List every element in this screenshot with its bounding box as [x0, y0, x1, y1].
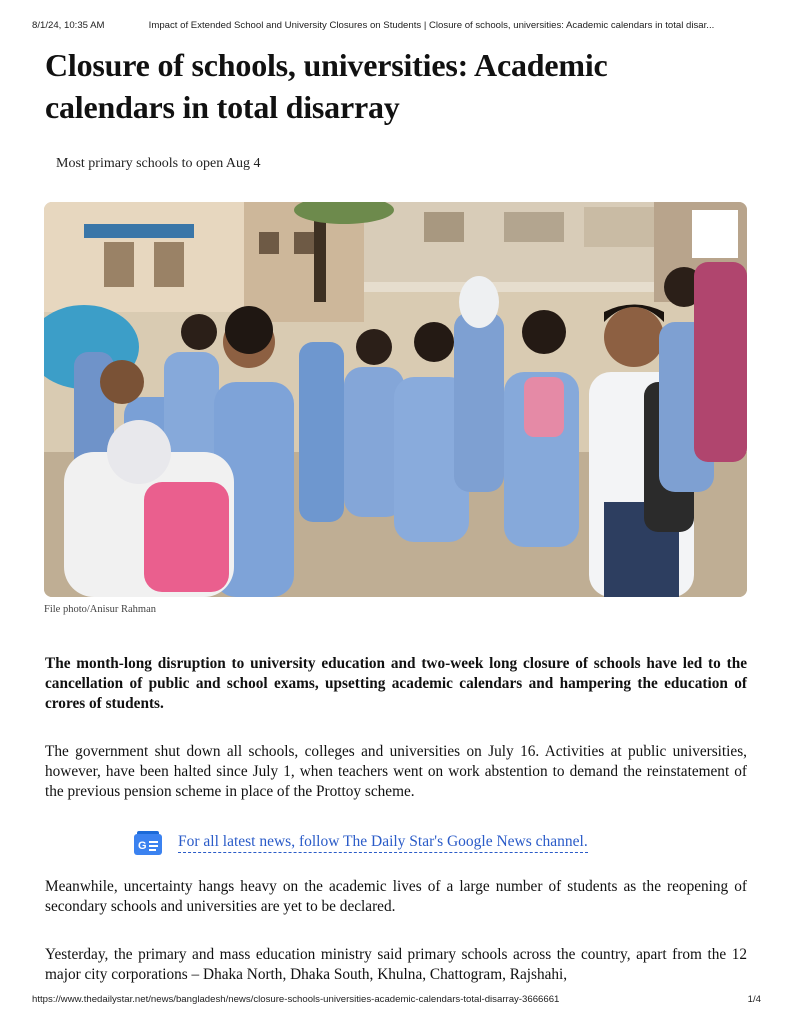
photo-caption: File photo/Anisur Rahman: [44, 604, 156, 615]
print-document-title: Impact of Extended School and University Closures on Students | Closure of schools, universities: Academic calendars in total disar...: [148, 20, 715, 31]
google-news-promo-link[interactable]: [134, 831, 588, 855]
svg-text:G: G: [138, 840, 147, 852]
article-subtitle: Most primary schools to open Aug 4: [56, 156, 261, 171]
print-page-number: 1/4: [747, 994, 761, 1005]
google-news-promo-text[interactable]: For all latest news, follow The Daily Star's Google News channel.: [178, 833, 588, 853]
article-title: Closure of schools, universities: Academic calendars in total disarray: [45, 47, 608, 125]
article-photo: [44, 202, 747, 597]
article-paragraph: Meanwhile, uncertainty hangs heavy on the academic lives of a large number of students as the reopening of secondary schools and universities are yet to be declared.: [45, 878, 747, 915]
article-lead: The month-long disruption to university education and two-week long closure of schools have led to the cancellation of public and school exams, upsetting academic calendars and hampering the education of crores of students.: [45, 655, 747, 712]
article-paragraph: Yesterday, the primary and mass education ministry said primary schools across the country, apart from the 12 major city corporations – Dhaka North, Dhaka South, Khulna, Chattogram, Rajshahi,: [45, 946, 747, 983]
print-page-url: https://www.thedailystar.net/news/bangladesh/news/closure-schools-universities-academic-calendars-total-disarray-3666661: [32, 994, 560, 1005]
google-news-icon: [134, 831, 162, 855]
print-timestamp: 8/1/24, 10:35 AM: [32, 20, 105, 31]
print-header: [32, 20, 761, 31]
article-paragraph: The government shut down all schools, colleges and universities on July 16. Activities at public universities, however, have been halted since July 1, when teachers went on work abstention to demand the reinstatement of the previous pension scheme in place of the Prottoy scheme.: [45, 743, 747, 800]
